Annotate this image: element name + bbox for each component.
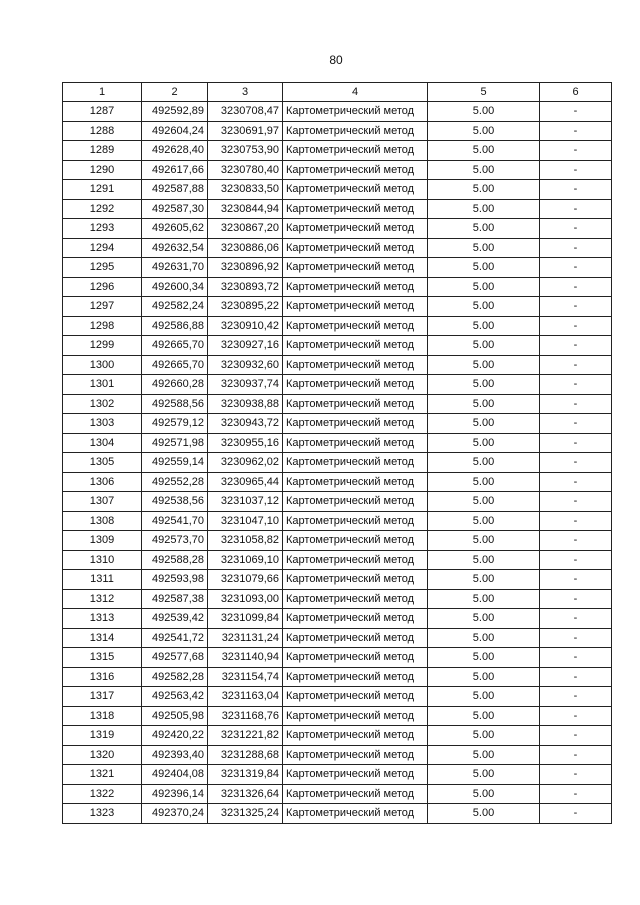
method-cell: Картометрический метод xyxy=(283,102,428,122)
x-coordinate-cell: 492573,70 xyxy=(142,531,208,551)
table-row xyxy=(63,472,612,492)
note-cell: - xyxy=(540,784,612,804)
table-header-row xyxy=(63,83,612,102)
y-coordinate-cell: 3230938,88 xyxy=(208,394,283,414)
point-number-cell: 1296 xyxy=(63,277,142,297)
point-number-cell: 1323 xyxy=(63,804,142,824)
point-number-cell: 1306 xyxy=(63,472,142,492)
point-number-cell: 1293 xyxy=(63,219,142,239)
table-row xyxy=(63,726,612,746)
accuracy-cell: 5.00 xyxy=(428,375,540,395)
point-number-cell: 1291 xyxy=(63,180,142,200)
accuracy-cell: 5.00 xyxy=(428,199,540,219)
x-coordinate-cell: 492587,30 xyxy=(142,199,208,219)
accuracy-cell: 5.00 xyxy=(428,355,540,375)
x-coordinate-cell: 492541,72 xyxy=(142,628,208,648)
point-number-cell: 1302 xyxy=(63,394,142,414)
note-cell: - xyxy=(540,219,612,239)
accuracy-cell: 5.00 xyxy=(428,550,540,570)
table-row xyxy=(63,745,612,765)
table-row xyxy=(63,336,612,356)
y-coordinate-cell: 3231154,74 xyxy=(208,667,283,687)
note-cell: - xyxy=(540,258,612,278)
column-header-6: 6 xyxy=(540,83,612,102)
x-coordinate-cell: 492600,34 xyxy=(142,277,208,297)
point-number-cell: 1307 xyxy=(63,492,142,512)
x-coordinate-cell: 492588,28 xyxy=(142,550,208,570)
accuracy-cell: 5.00 xyxy=(428,219,540,239)
table-body xyxy=(63,83,612,824)
column-header-4: 4 xyxy=(283,83,428,102)
table-row xyxy=(63,238,612,258)
point-number-cell: 1321 xyxy=(63,765,142,785)
point-number-cell: 1312 xyxy=(63,589,142,609)
x-coordinate-cell: 492582,24 xyxy=(142,297,208,317)
y-coordinate-cell: 3230893,72 xyxy=(208,277,283,297)
x-coordinate-cell: 492660,28 xyxy=(142,375,208,395)
note-cell: - xyxy=(540,726,612,746)
method-cell: Картометрический метод xyxy=(283,316,428,336)
note-cell: - xyxy=(540,531,612,551)
table-row xyxy=(63,160,612,180)
y-coordinate-cell: 3230780,40 xyxy=(208,160,283,180)
point-number-cell: 1320 xyxy=(63,745,142,765)
y-coordinate-cell: 3230753,90 xyxy=(208,141,283,161)
accuracy-cell: 5.00 xyxy=(428,316,540,336)
note-cell: - xyxy=(540,609,612,629)
y-coordinate-cell: 3231099,84 xyxy=(208,609,283,629)
table-row xyxy=(63,433,612,453)
accuracy-cell: 5.00 xyxy=(428,589,540,609)
method-cell: Картометрический метод xyxy=(283,570,428,590)
table-row xyxy=(63,687,612,707)
method-cell: Картометрический метод xyxy=(283,258,428,278)
method-cell: Картометрический метод xyxy=(283,375,428,395)
note-cell: - xyxy=(540,492,612,512)
note-cell: - xyxy=(540,238,612,258)
y-coordinate-cell: 3230955,16 xyxy=(208,433,283,453)
table-row xyxy=(63,453,612,473)
method-cell: Картометрический метод xyxy=(283,297,428,317)
point-number-cell: 1301 xyxy=(63,375,142,395)
note-cell: - xyxy=(540,316,612,336)
accuracy-cell: 5.00 xyxy=(428,238,540,258)
method-cell: Картометрический метод xyxy=(283,745,428,765)
table-row xyxy=(63,589,612,609)
x-coordinate-cell: 492538,56 xyxy=(142,492,208,512)
accuracy-cell: 5.00 xyxy=(428,102,540,122)
accuracy-cell: 5.00 xyxy=(428,277,540,297)
note-cell: - xyxy=(540,199,612,219)
accuracy-cell: 5.00 xyxy=(428,121,540,141)
x-coordinate-cell: 492628,40 xyxy=(142,141,208,161)
y-coordinate-cell: 3230910,42 xyxy=(208,316,283,336)
accuracy-cell: 5.00 xyxy=(428,706,540,726)
page-number: 80 xyxy=(329,53,343,67)
method-cell: Картометрический метод xyxy=(283,667,428,687)
x-coordinate-cell: 492617,66 xyxy=(142,160,208,180)
point-number-cell: 1310 xyxy=(63,550,142,570)
table-row xyxy=(63,180,612,200)
note-cell: - xyxy=(540,550,612,570)
point-number-cell: 1299 xyxy=(63,336,142,356)
y-coordinate-cell: 3230844,94 xyxy=(208,199,283,219)
table-row xyxy=(63,258,612,278)
point-number-cell: 1322 xyxy=(63,784,142,804)
y-coordinate-cell: 3230937,74 xyxy=(208,375,283,395)
method-cell: Картометрический метод xyxy=(283,336,428,356)
note-cell: - xyxy=(540,355,612,375)
y-coordinate-cell: 3230708,47 xyxy=(208,102,283,122)
accuracy-cell: 5.00 xyxy=(428,570,540,590)
y-coordinate-cell: 3230932,60 xyxy=(208,355,283,375)
x-coordinate-cell: 492665,70 xyxy=(142,355,208,375)
table-row xyxy=(63,765,612,785)
x-coordinate-cell: 492632,54 xyxy=(142,238,208,258)
point-number-cell: 1315 xyxy=(63,648,142,668)
note-cell: - xyxy=(540,589,612,609)
y-coordinate-cell: 3230833,50 xyxy=(208,180,283,200)
y-coordinate-cell: 3230691,97 xyxy=(208,121,283,141)
method-cell: Картометрический метод xyxy=(283,687,428,707)
x-coordinate-cell: 492559,14 xyxy=(142,453,208,473)
y-coordinate-cell: 3231037,12 xyxy=(208,492,283,512)
accuracy-cell: 5.00 xyxy=(428,492,540,512)
note-cell: - xyxy=(540,121,612,141)
x-coordinate-cell: 492396,14 xyxy=(142,784,208,804)
x-coordinate-cell: 492539,42 xyxy=(142,609,208,629)
table-row xyxy=(63,667,612,687)
y-coordinate-cell: 3230895,22 xyxy=(208,297,283,317)
note-cell: - xyxy=(540,745,612,765)
point-number-cell: 1318 xyxy=(63,706,142,726)
method-cell: Картометрический метод xyxy=(283,141,428,161)
method-cell: Картометрический метод xyxy=(283,394,428,414)
accuracy-cell: 5.00 xyxy=(428,667,540,687)
method-cell: Картометрический метод xyxy=(283,433,428,453)
x-coordinate-cell: 492587,88 xyxy=(142,180,208,200)
y-coordinate-cell: 3231221,82 xyxy=(208,726,283,746)
note-cell: - xyxy=(540,141,612,161)
accuracy-cell: 5.00 xyxy=(428,726,540,746)
point-number-cell: 1319 xyxy=(63,726,142,746)
x-coordinate-cell: 492420,22 xyxy=(142,726,208,746)
method-cell: Картометрический метод xyxy=(283,219,428,239)
x-coordinate-cell: 492604,24 xyxy=(142,121,208,141)
method-cell: Картометрический метод xyxy=(283,784,428,804)
x-coordinate-cell: 492563,42 xyxy=(142,687,208,707)
x-coordinate-cell: 492404,08 xyxy=(142,765,208,785)
accuracy-cell: 5.00 xyxy=(428,141,540,161)
x-coordinate-cell: 492579,12 xyxy=(142,414,208,434)
x-coordinate-cell: 492593,98 xyxy=(142,570,208,590)
x-coordinate-cell: 492541,70 xyxy=(142,511,208,531)
note-cell: - xyxy=(540,453,612,473)
point-number-cell: 1308 xyxy=(63,511,142,531)
accuracy-cell: 5.00 xyxy=(428,628,540,648)
method-cell: Картометрический метод xyxy=(283,628,428,648)
table-row xyxy=(63,355,612,375)
y-coordinate-cell: 3230962,02 xyxy=(208,453,283,473)
y-coordinate-cell: 3230896,92 xyxy=(208,258,283,278)
accuracy-cell: 5.00 xyxy=(428,511,540,531)
table-row xyxy=(63,784,612,804)
point-number-cell: 1305 xyxy=(63,453,142,473)
point-number-cell: 1309 xyxy=(63,531,142,551)
method-cell: Картометрический метод xyxy=(283,453,428,473)
point-number-cell: 1295 xyxy=(63,258,142,278)
coordinates-table xyxy=(62,82,612,824)
x-coordinate-cell: 492552,28 xyxy=(142,472,208,492)
x-coordinate-cell: 492605,62 xyxy=(142,219,208,239)
table-row xyxy=(63,628,612,648)
accuracy-cell: 5.00 xyxy=(428,258,540,278)
method-cell: Картометрический метод xyxy=(283,180,428,200)
method-cell: Картометрический метод xyxy=(283,492,428,512)
note-cell: - xyxy=(540,628,612,648)
y-coordinate-cell: 3230886,06 xyxy=(208,238,283,258)
y-coordinate-cell: 3231079,66 xyxy=(208,570,283,590)
accuracy-cell: 5.00 xyxy=(428,160,540,180)
note-cell: - xyxy=(540,297,612,317)
accuracy-cell: 5.00 xyxy=(428,648,540,668)
method-cell: Картометрический метод xyxy=(283,648,428,668)
table-row xyxy=(63,297,612,317)
accuracy-cell: 5.00 xyxy=(428,433,540,453)
note-cell: - xyxy=(540,687,612,707)
note-cell: - xyxy=(540,472,612,492)
table-row xyxy=(63,414,612,434)
y-coordinate-cell: 3231131,24 xyxy=(208,628,283,648)
table-row xyxy=(63,141,612,161)
method-cell: Картометрический метод xyxy=(283,277,428,297)
note-cell: - xyxy=(540,375,612,395)
method-cell: Картометрический метод xyxy=(283,765,428,785)
method-cell: Картометрический метод xyxy=(283,726,428,746)
note-cell: - xyxy=(540,804,612,824)
point-number-cell: 1290 xyxy=(63,160,142,180)
x-coordinate-cell: 492393,40 xyxy=(142,745,208,765)
note-cell: - xyxy=(540,160,612,180)
method-cell: Картометрический метод xyxy=(283,589,428,609)
method-cell: Картометрический метод xyxy=(283,531,428,551)
x-coordinate-cell: 492582,28 xyxy=(142,667,208,687)
table-row xyxy=(63,492,612,512)
y-coordinate-cell: 3231319,84 xyxy=(208,765,283,785)
note-cell: - xyxy=(540,433,612,453)
table-row xyxy=(63,511,612,531)
table-row xyxy=(63,199,612,219)
method-cell: Картометрический метод xyxy=(283,199,428,219)
note-cell: - xyxy=(540,414,612,434)
table-row xyxy=(63,375,612,395)
table-row xyxy=(63,277,612,297)
point-number-cell: 1303 xyxy=(63,414,142,434)
method-cell: Картометрический метод xyxy=(283,355,428,375)
method-cell: Картометрический метод xyxy=(283,550,428,570)
column-header-2: 2 xyxy=(142,83,208,102)
table-row xyxy=(63,316,612,336)
point-number-cell: 1287 xyxy=(63,102,142,122)
method-cell: Картометрический метод xyxy=(283,706,428,726)
table-row xyxy=(63,706,612,726)
y-coordinate-cell: 3231325,24 xyxy=(208,804,283,824)
note-cell: - xyxy=(540,706,612,726)
point-number-cell: 1314 xyxy=(63,628,142,648)
y-coordinate-cell: 3230965,44 xyxy=(208,472,283,492)
accuracy-cell: 5.00 xyxy=(428,336,540,356)
point-number-cell: 1317 xyxy=(63,687,142,707)
note-cell: - xyxy=(540,511,612,531)
table-row xyxy=(63,609,612,629)
column-header-1: 1 xyxy=(63,83,142,102)
point-number-cell: 1289 xyxy=(63,141,142,161)
method-cell: Картометрический метод xyxy=(283,609,428,629)
point-number-cell: 1313 xyxy=(63,609,142,629)
x-coordinate-cell: 492505,98 xyxy=(142,706,208,726)
column-header-3: 3 xyxy=(208,83,283,102)
point-number-cell: 1298 xyxy=(63,316,142,336)
y-coordinate-cell: 3231093,00 xyxy=(208,589,283,609)
x-coordinate-cell: 492577,68 xyxy=(142,648,208,668)
point-number-cell: 1311 xyxy=(63,570,142,590)
method-cell: Картометрический метод xyxy=(283,511,428,531)
table-row xyxy=(63,804,612,824)
point-number-cell: 1300 xyxy=(63,355,142,375)
accuracy-cell: 5.00 xyxy=(428,765,540,785)
table-row xyxy=(63,121,612,141)
method-cell: Картометрический метод xyxy=(283,238,428,258)
accuracy-cell: 5.00 xyxy=(428,297,540,317)
point-number-cell: 1288 xyxy=(63,121,142,141)
method-cell: Картометрический метод xyxy=(283,414,428,434)
x-coordinate-cell: 492588,56 xyxy=(142,394,208,414)
point-number-cell: 1292 xyxy=(63,199,142,219)
x-coordinate-cell: 492665,70 xyxy=(142,336,208,356)
table-row xyxy=(63,570,612,590)
y-coordinate-cell: 3231326,64 xyxy=(208,784,283,804)
accuracy-cell: 5.00 xyxy=(428,784,540,804)
y-coordinate-cell: 3231069,10 xyxy=(208,550,283,570)
accuracy-cell: 5.00 xyxy=(428,453,540,473)
accuracy-cell: 5.00 xyxy=(428,414,540,434)
column-header-5: 5 xyxy=(428,83,540,102)
accuracy-cell: 5.00 xyxy=(428,394,540,414)
method-cell: Картометрический метод xyxy=(283,472,428,492)
x-coordinate-cell: 492587,38 xyxy=(142,589,208,609)
table-row xyxy=(63,102,612,122)
note-cell: - xyxy=(540,180,612,200)
method-cell: Картометрический метод xyxy=(283,804,428,824)
table-row xyxy=(63,394,612,414)
y-coordinate-cell: 3230867,20 xyxy=(208,219,283,239)
note-cell: - xyxy=(540,336,612,356)
y-coordinate-cell: 3230927,16 xyxy=(208,336,283,356)
y-coordinate-cell: 3231163,04 xyxy=(208,687,283,707)
point-number-cell: 1297 xyxy=(63,297,142,317)
note-cell: - xyxy=(540,667,612,687)
accuracy-cell: 5.00 xyxy=(428,472,540,492)
y-coordinate-cell: 3231058,82 xyxy=(208,531,283,551)
accuracy-cell: 5.00 xyxy=(428,745,540,765)
accuracy-cell: 5.00 xyxy=(428,804,540,824)
note-cell: - xyxy=(540,765,612,785)
method-cell: Картометрический метод xyxy=(283,121,428,141)
table-row xyxy=(63,531,612,551)
note-cell: - xyxy=(540,570,612,590)
point-number-cell: 1304 xyxy=(63,433,142,453)
x-coordinate-cell: 492571,98 xyxy=(142,433,208,453)
x-coordinate-cell: 492631,70 xyxy=(142,258,208,278)
table-row xyxy=(63,219,612,239)
note-cell: - xyxy=(540,394,612,414)
y-coordinate-cell: 3231140,94 xyxy=(208,648,283,668)
accuracy-cell: 5.00 xyxy=(428,180,540,200)
table-row xyxy=(63,648,612,668)
y-coordinate-cell: 3231288,68 xyxy=(208,745,283,765)
accuracy-cell: 5.00 xyxy=(428,687,540,707)
note-cell: - xyxy=(540,277,612,297)
accuracy-cell: 5.00 xyxy=(428,609,540,629)
point-number-cell: 1294 xyxy=(63,238,142,258)
note-cell: - xyxy=(540,648,612,668)
x-coordinate-cell: 492370,24 xyxy=(142,804,208,824)
x-coordinate-cell: 492592,89 xyxy=(142,102,208,122)
y-coordinate-cell: 3231047,10 xyxy=(208,511,283,531)
y-coordinate-cell: 3231168,76 xyxy=(208,706,283,726)
note-cell: - xyxy=(540,102,612,122)
y-coordinate-cell: 3230943,72 xyxy=(208,414,283,434)
table-row xyxy=(63,550,612,570)
accuracy-cell: 5.00 xyxy=(428,531,540,551)
method-cell: Картометрический метод xyxy=(283,160,428,180)
point-number-cell: 1316 xyxy=(63,667,142,687)
x-coordinate-cell: 492586,88 xyxy=(142,316,208,336)
